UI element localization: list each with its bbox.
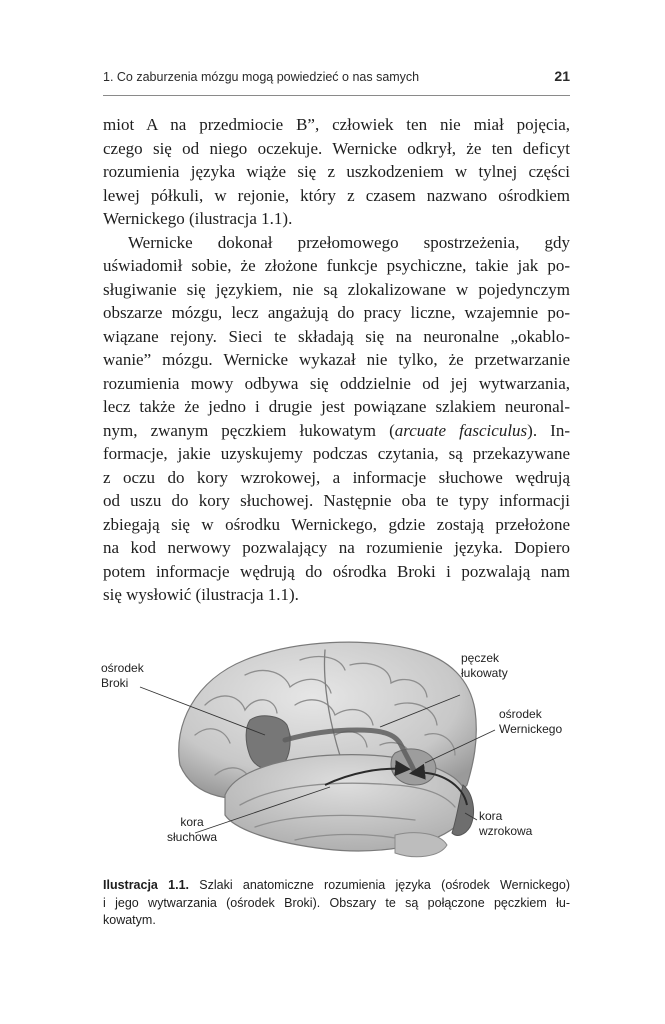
text-line: rozumienia języka wiąże się z uszkodzeniem w tylnej części [103,162,570,181]
text-line: miot A na przedmiocie B”, człowiek ten nie miał pojęcia, [103,115,570,134]
body-text [103,113,570,607]
label-auditory: kora słuchowa [167,815,218,844]
page-number: 21 [554,68,570,84]
text-line: lecz także że jedno i drugie jest powiązane szlakiem neuronal- [103,397,570,416]
caption-label: Ilustracja 1.1. [103,878,190,892]
text-line [103,419,570,443]
label-arcuate: pęczek łukowaty [461,651,508,680]
text-line: zbiegają się w ośrodku Wernickego, gdzie zostają przełożone [103,514,570,534]
figure-caption [103,877,570,930]
text-line: potem informacje wędrują do ośrodka Broki i pozwalają nam [103,561,570,581]
caption-line: Ilustracja 1.1. Szlaki anatomiczne rozumienia języka (ośrodek Wernickego) [103,878,570,892]
running-header [103,68,570,90]
label-broca: ośrodek Broki [101,661,144,690]
text-line: się wysłowić (ilustracja 1.1). [103,585,299,604]
text-line: obszarze mózgu, lecz angażują do pracy liczne, wzajemnie po- [103,303,570,322]
text-line: uświadomił sobie, że złożone funkcje psychiczne, takie jak po- [103,256,570,275]
text-line: wanie” mózgu. Wernicke wykazał nie tylko, że przetwarzanie [103,350,570,369]
text-line: od uszu do kory słuchowej. Następnie oba te typy informacji [103,491,570,510]
text-segment: ). In- [527,420,571,440]
text-line: czego się od niego oczekuje. Wernicke odkrył, że ten deficyt [103,138,570,158]
brain-illustration [95,635,575,865]
text-line: sługiwanie się językiem, nie są zlokalizowane w pojedynczym [103,279,570,299]
caption-line: kowatym. [103,913,156,927]
italic-term: arcuate fasciculus [394,420,528,440]
chapter-title: 1. Co zaburzenia mózgu mogą powiedzieć o nas samych [103,70,420,84]
label-visual: kora wzrokowa [479,809,533,838]
text-line: na kod nerwowy pozwalający na rozumienie języka. Dopiero [103,538,570,557]
text-line: formacje, jakie uzyskujemy podczas czytania, są przekazywane [103,444,570,463]
text-segment: nym, zwanym pęczkiem łukowatym ( [103,420,395,440]
text-line: Wernickego (ilustracja 1.1). [103,209,293,228]
caption-line: i jego wytwarzania (ośrodek Broki). Obszary te są połączone pęczkiem łu- [103,895,570,910]
text-line: z oczu do kory wzrokowej, a informacje słuchowe wędrują [103,467,570,487]
text-line: lewej półkuli, w rejonie, który z czasem nazwano ośrodkiem [103,185,570,205]
text-line: wiązane rejony. Sieci te składają się na neuronalne „okablo- [103,326,570,346]
header-rule [103,95,570,96]
label-wernicke: ośrodek Wernickego [499,707,563,736]
text-line: Wernicke dokonał przełomowego spostrzeżenia, gdy [128,232,570,252]
text-line: rozumienia mowy odbywa się oddzielnie od jej wytwarzania, [103,373,570,393]
